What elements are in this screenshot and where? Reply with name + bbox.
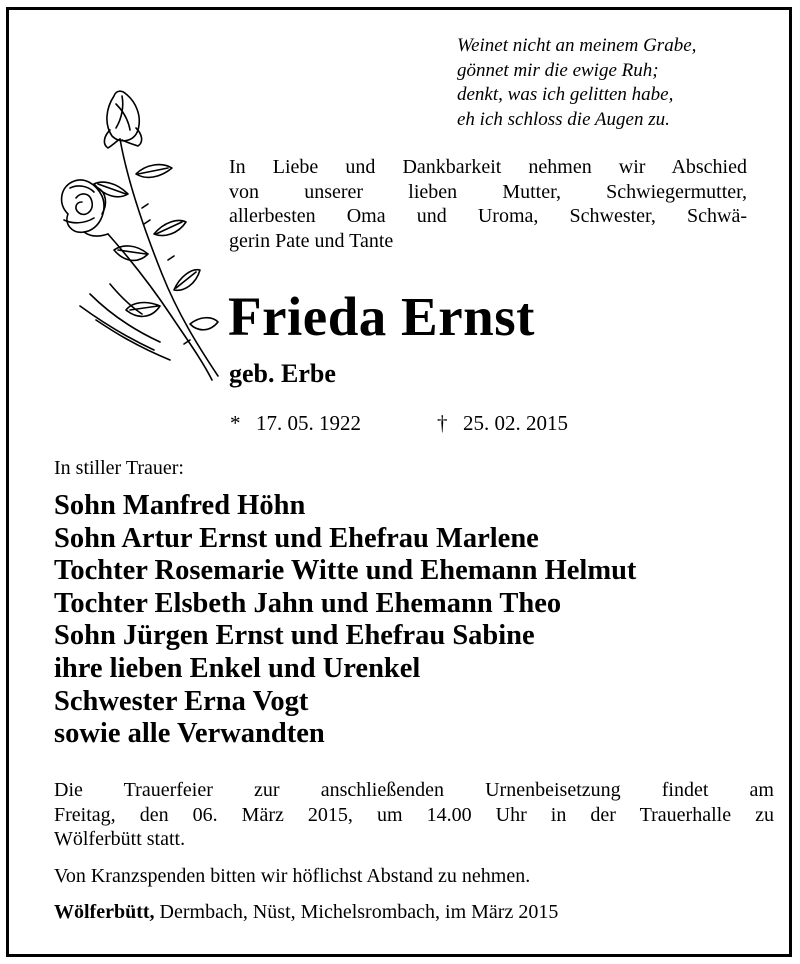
- mourner: sowie alle Verwandten: [54, 718, 325, 750]
- poem-line: eh ich schloss die Augen zu.: [457, 108, 670, 130]
- intro-text: [229, 155, 747, 253]
- funeral-line: Wölferbütt statt.: [54, 828, 186, 850]
- poem-line: denkt, was ich gelitten habe,: [457, 84, 674, 105]
- death-symbol: †: [437, 411, 448, 435]
- mourner: Schwester Erna Vogt: [54, 685, 309, 717]
- death-date: 25. 02. 2015: [463, 411, 568, 435]
- intro-line: von unserer lieben Mutter, Schwiegermutter,: [229, 180, 747, 203]
- mourning-label: In stiller Trauer:: [54, 457, 184, 479]
- poem-line: Weinet nicht an meinem Grabe,: [457, 35, 697, 56]
- mourner: Tochter Rosemarie Witte und Ehemann Helmut: [54, 555, 637, 587]
- intro-line: allerbesten Oma und Uroma, Schwester, Schwä-: [229, 205, 747, 228]
- funeral-line: Freitag, den 06. März 2015, um 14.00 Uhr in der Trauerhalle zu: [54, 803, 774, 826]
- place-date-line: [54, 900, 558, 925]
- place-rest: Dermbach, Nüst, Michelsrombach, im März 2015: [154, 901, 559, 923]
- mourner: Tochter Elsbeth Jahn und Ehemann Theo: [54, 587, 562, 619]
- maiden-name: geb. Erbe: [229, 359, 336, 388]
- mourner: Sohn Artur Ernst und Ehefrau Marlene: [54, 522, 539, 554]
- funeral-notice: [54, 778, 774, 852]
- mourner: Sohn Jürgen Ernst und Ehefrau Sabine: [54, 620, 535, 652]
- death-date-line: [437, 409, 568, 437]
- birth-symbol: *: [230, 411, 241, 435]
- place-bold: Wölferbütt,: [54, 901, 155, 923]
- funeral-line: Die Trauerfeier zur anschließenden Urnenbeisetzung findet am: [54, 779, 774, 801]
- deceased-name: Frieda Ernst: [228, 286, 535, 347]
- birth-date: 17. 05. 1922: [256, 411, 361, 435]
- poem-line: gönnet mir die ewige Ruh;: [457, 59, 659, 81]
- mourners-list: [54, 490, 636, 751]
- intro-line: In Liebe und Dankbarkeit nehmen wir Abschied: [229, 156, 747, 178]
- birth-date-line: [230, 409, 361, 437]
- wreath-note: Von Kranzspenden bitten wir höflichst Abstand zu nehmen.: [54, 865, 531, 887]
- poem: [457, 34, 777, 132]
- mourner: ihre lieben Enkel und Urenkel: [54, 652, 421, 684]
- rose-icon: [50, 84, 228, 386]
- mourner: Sohn Manfred Höhn: [54, 490, 306, 521]
- intro-line: gerin Pate und Tante: [229, 229, 394, 252]
